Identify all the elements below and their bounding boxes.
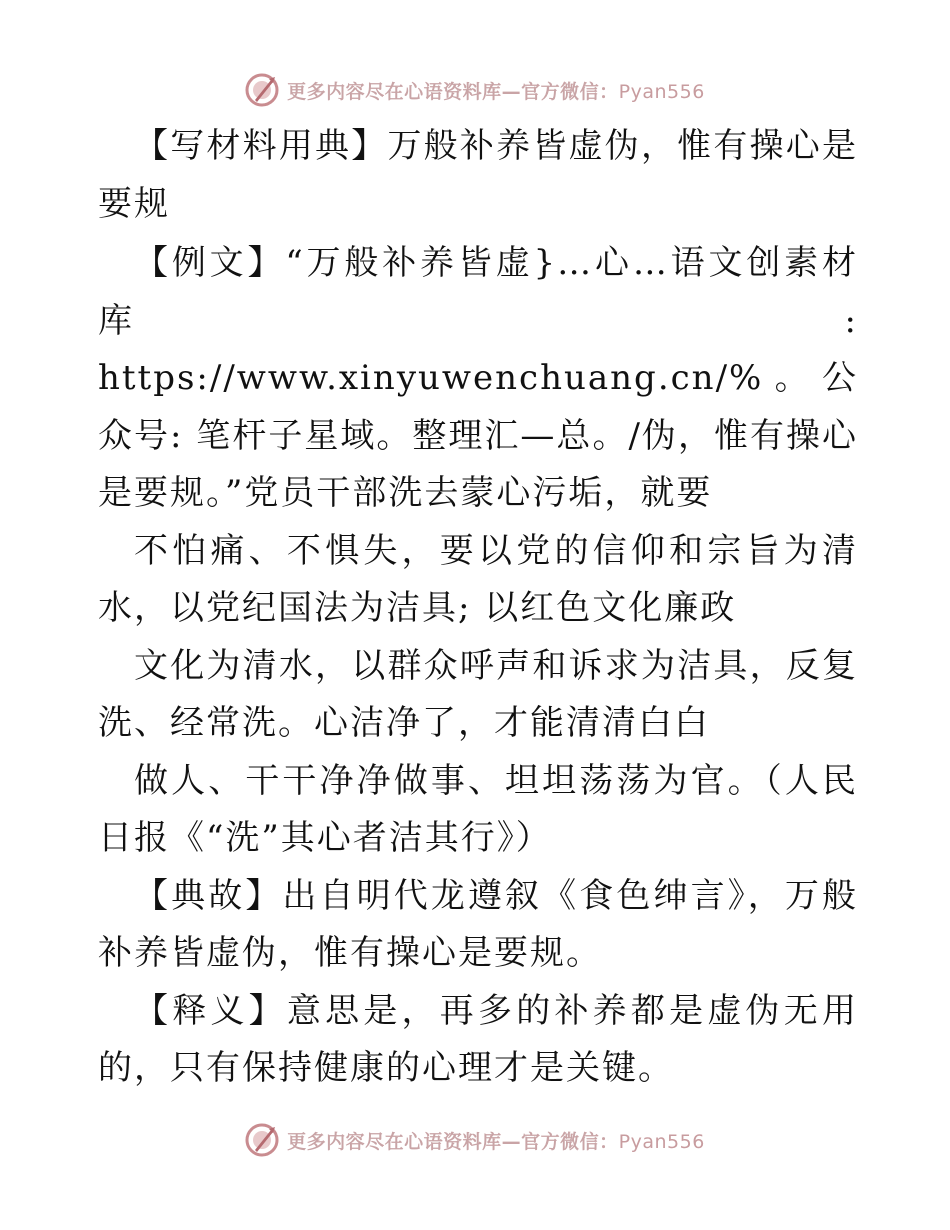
paragraph-explanation: 【释义】意思是，再多的补养都是虚伪无用的，只有保持健康的心理才是关键。 — [98, 990, 858, 1088]
paragraph-allusion: 【典故】出自明代龙遵叙《食色绅言》，万般补养皆虚伪，惟有操心是要规。 — [98, 875, 858, 973]
quill-seal-icon — [245, 73, 279, 107]
paragraph-example-continued-1: 不怕痛、不惧失，要以党的信仰和宗旨为清水，以党纪国法为洁具; 以红色文化廉政 — [98, 530, 858, 628]
document-body — [98, 118, 858, 1098]
header-watermark-banner — [0, 70, 950, 110]
header-banner-text: 更多内容尽在心语资料库—官方微信：Pyan556 — [287, 80, 705, 103]
header-wechat-id: Pyan556 — [618, 80, 705, 103]
paragraph-example-continued-3: 做人、干干净净做事、坦坦荡荡为官。（人民日报《“洗”其心者洁其行》） — [98, 760, 858, 858]
footer-watermark-banner — [0, 1120, 950, 1160]
paragraph-example-text: 【例文】“万般补养皆虚}…心…语文创素材库: https://www.xinyuwenchuang.cn/%。公众号: 笔杆子星域。整理汇—总。/伪，惟有操心是要规。”党员干部洗去蒙心污垢，就要 — [98, 243, 858, 513]
footer-wechat-id: Pyan556 — [618, 1130, 705, 1153]
footer-banner-text: 更多内容尽在心语资料库—官方微信：Pyan556 — [287, 1130, 705, 1153]
quill-seal-icon — [245, 1123, 279, 1157]
paragraph-title-quote: 【写材料用典】万般补养皆虚伪，惟有操心是要规 — [98, 126, 858, 224]
paragraph-example-continued-2: 文化为清水，以群众呼声和诉求为洁具，反复洗、经常洗。心洁净了，才能清清白白 — [98, 645, 858, 743]
